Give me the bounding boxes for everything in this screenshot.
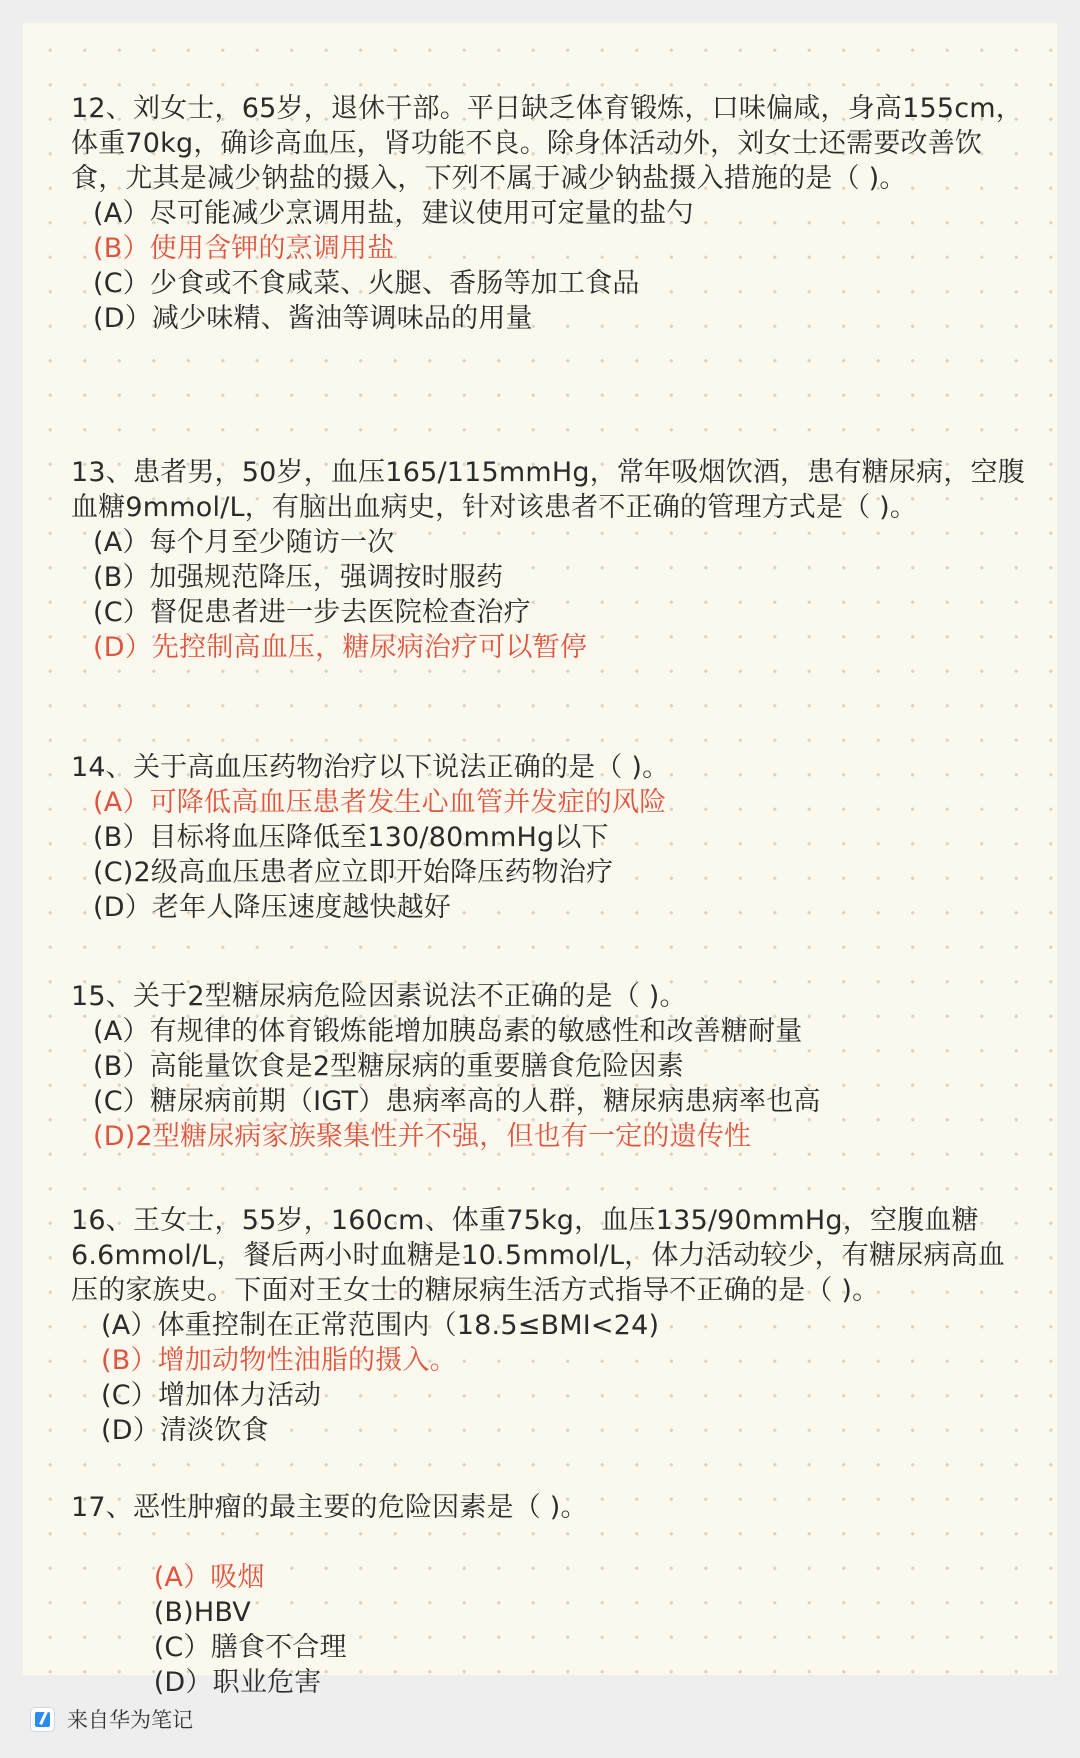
question-stem: 16、王女士，55岁，160cm、体重75kg，血压135/90mmHg，空腹血糖6.6mmol/L，餐后两小时血糖是10.5mmol/L，体力活动较少，有糖尿病高血压的家族史。下面对王女士的糖尿病生活方式指导不正确的是（ )。: [71, 1205, 1005, 1306]
option-a: (A）有规律的体育锻炼能增加胰岛素的敏感性和改善糖耐量: [93, 1016, 803, 1047]
source-label: 来自华为笔记: [67, 1708, 193, 1732]
question-16: [71, 1203, 1031, 1448]
note-card: [23, 23, 1057, 1698]
option-a: (A）尽可能减少烹调用盐，建议使用可定量的盐勺: [93, 198, 694, 229]
option-d: (D）职业危害: [153, 1667, 322, 1698]
option-a-answer: (A）可降低高血压患者发生心血管并发症的风险: [93, 787, 667, 818]
question-stem: 15、关于2型糖尿病危险因素说法不正确的是（ )。: [71, 981, 687, 1012]
option-b: (B)HBV: [153, 1597, 251, 1628]
option-c: (C）督促患者进一步去医院检查治疗: [93, 597, 531, 628]
option-a: (A）每个月至少随访一次: [93, 527, 395, 558]
question-13: [71, 455, 1031, 665]
option-d-answer: (D）先控制高血压，糖尿病治疗可以暂停: [93, 632, 588, 663]
huawei-notes-icon: [30, 1707, 55, 1732]
question-14: [71, 750, 1031, 925]
question-17: [71, 1490, 1031, 1735]
option-d: (D）老年人降压速度越快越好: [93, 892, 452, 923]
option-b-answer: (B）增加动物性油脂的摄入。: [101, 1345, 457, 1376]
question-stem: 13、患者男，50岁，血压165/115mmHg，常年吸烟饮酒，患有糖尿病，空腹血糖9mmol/L，有脑出血病史，针对该患者不正确的管理方式是（ )。: [71, 457, 1025, 523]
question-stem: 17、恶性肿瘤的最主要的危险因素是（ )。: [71, 1492, 588, 1523]
option-b: (B）加强规范降压，强调按时服药: [93, 562, 504, 593]
option-c: (C）膳食不合理: [153, 1632, 347, 1663]
option-d-answer: (D)2型糖尿病家族聚集性并不强，但也有一定的遗传性: [93, 1121, 752, 1152]
option-b: (B）目标将血压降低至130/80mmHg以下: [93, 822, 609, 853]
option-c: (C）少食或不食咸菜、火腿、香肠等加工食品: [93, 268, 640, 299]
source-footer: [30, 1704, 193, 1734]
option-a: (A）体重控制在正常范围内（18.5≤BMI<24): [101, 1310, 660, 1341]
option-d: (D）减少味精、酱油等调味品的用量: [93, 303, 533, 334]
option-b-answer: (B）使用含钾的烹调用盐: [93, 233, 395, 264]
options-row: [71, 1525, 1031, 1735]
option-b: (B）高能量饮食是2型糖尿病的重要膳食危险因素: [93, 1051, 684, 1082]
option-a-answer: (A）吸烟: [153, 1562, 265, 1593]
option-c: (C)2级高血压患者应立即开始降压药物治疗: [93, 857, 614, 888]
question-15: [71, 979, 1031, 1154]
question-stem: 14、关于高血压药物治疗以下说法正确的是（ )。: [71, 752, 670, 783]
option-c: (C）糖尿病前期（IGT）患病率高的人群，糖尿病患病率也高: [93, 1086, 821, 1117]
question-stem: 12、刘女士，65岁，退休干部。平日缺乏体育锻炼，口味偏咸，身高155cm，体重70kg，确诊高血压，肾功能不良。除身体活动外，刘女士还需要改善饮食，尤其是减少钠盐的摄入，下列不属于减少钠盐摄入措施的是（ )。: [71, 93, 1023, 194]
question-12: [71, 91, 1031, 336]
option-d: (D）清淡饮食: [101, 1415, 269, 1446]
option-c: (C）增加体力活动: [101, 1380, 322, 1411]
